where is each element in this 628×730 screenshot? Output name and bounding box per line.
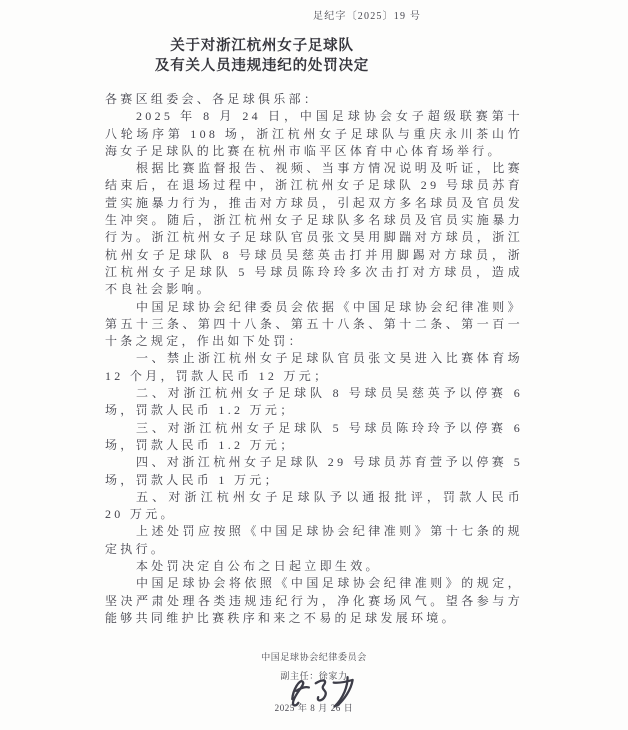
salutation: 各赛区组委会、各足球俱乐部：: [105, 92, 320, 106]
penalty-item-2: 二、对浙江杭州女子足球队 8 号球员吴慈英予以停赛 6 场，罚款人民币 1.2 万元；: [105, 386, 523, 418]
signature-block: [0, 651, 628, 714]
penalty-item-4: 四、对浙江杭州女子足球队 29 号球员苏育萱予以停赛 5 场，罚款人民币 1 万元；: [105, 455, 523, 487]
document-title: [0, 36, 576, 76]
penalty-item-5: 五、对浙江杭州女子足球队予以通报批评，罚款人民币 20 万元。: [105, 489, 523, 522]
title-line-2: 及有关人员违规违纪的处罚决定: [154, 58, 370, 74]
body-paragraph: 中国足球协会将依照《中国足球协会纪律准则》的规定，坚决严肃处理各类违规违纪行为，净化赛场风气。望各参与方能够共同维护比赛秩序和来之不易的足球发展环境。: [105, 576, 523, 625]
body-paragraph: 中国足球协会纪律委员会依据《中国足球协会纪律准则》第五十三条、第四十八条、第五十八条、第十二条、第一百一十条之规定，作出如下处罚：: [105, 299, 523, 349]
penalty-item-1: 一、禁止浙江杭州女子足球队官员张文昊进入比赛体育场 12 个月，罚款人民币 12 万元；: [105, 351, 523, 383]
body-paragraph: 根据比赛监督报告、视频、当事方情况说明及听证，比赛结束后，在退场过程中，浙江杭州女子足球队 29 号球员苏育萱实施暴力行为，推击对方球员，引起双方多名球员及官员发生冲突。随后，浙江杭州女子足球队多名球员及官员实施暴力行为。浙江杭州女子足球队官员张文昊用脚踹对方球员，浙江杭州女子足球队 8 号球员吴慈英击打并用脚踢对方球员，浙江杭州女子足球队 5 号球员陈玲玲多次击打对方球员，造成不良社会影响。: [105, 161, 523, 297]
body-paragraph: 本处罚决定自公布之日起立即生效。: [136, 559, 381, 574]
footer-organization: 中国足球协会纪律委员会: [261, 652, 367, 662]
document-body: [105, 91, 523, 627]
body-paragraph: 2025 年 8 月 24 日，中国足球协会女子超级联赛第十八轮场序第 108 场，浙江杭州女子足球队与重庆永川茶山竹海女子足球队的比赛在杭州市临平区体育中心体育场举行。: [105, 109, 523, 158]
title-line-1: 关于对浙江杭州女子足球队: [170, 38, 354, 54]
penalty-item-3: 三、对浙江杭州女子足球队 5 号球员陈玲玲予以停赛 6 场，罚款人民币 1.2 万元；: [105, 420, 523, 452]
doc-number: 足纪字〔2025〕19 号: [313, 11, 422, 22]
body-paragraph: 上述处罚应按照《中国足球协会纪律准则》第十七条的规定执行。: [105, 524, 523, 556]
footer-date: 2025 年 8 月 26 日: [274, 703, 354, 713]
footer-signer: 副主任：徐家力: [280, 671, 348, 681]
